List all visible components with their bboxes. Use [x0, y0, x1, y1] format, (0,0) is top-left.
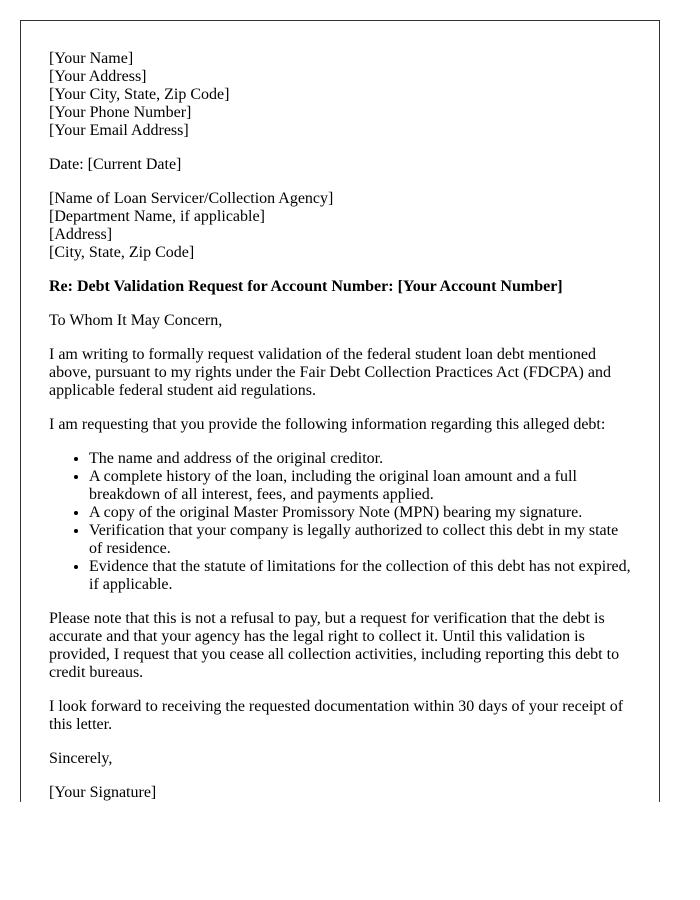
- request-list: [49, 450, 631, 594]
- signature: [Your Signature]: [49, 784, 157, 801]
- recipient-block: [49, 190, 631, 262]
- letter-page: [20, 20, 660, 802]
- recipient-address: [Address]: [49, 226, 113, 243]
- list-item: • Evidence that the statute of limitations for the collection of this debt has not expired, if applicable.: [89, 558, 631, 594]
- date-line: Date: [Current Date]: [49, 156, 182, 173]
- sender-name: [Your Name]: [49, 50, 134, 67]
- list-item: • Verification that your company is legally authorized to collect this debt in my state of residence.: [89, 522, 631, 558]
- recipient-city-state-zip: [City, State, Zip Code]: [49, 244, 195, 261]
- list-item: • A complete history of the loan, including the original loan amount and a full breakdown of all interest, fees, and payments applied.: [89, 468, 631, 504]
- closing-request-paragraph: I look forward to receiving the requested documentation within 30 days of your receipt of this letter.: [49, 698, 624, 733]
- sender-block: [49, 50, 631, 140]
- sender-email: [Your Email Address]: [49, 122, 189, 139]
- sender-city-state-zip: [Your City, State, Zip Code]: [49, 86, 230, 103]
- recipient-department: [Department Name, if applicable]: [49, 208, 265, 225]
- intro-paragraph: I am writing to formally request validation of the federal student loan debt mentioned above, pursuant to my rights under the Fair Debt Collection Practices Act (FDCPA) and applicable federal student aid regulations.: [49, 346, 611, 399]
- sender-address: [Your Address]: [49, 68, 147, 85]
- salutation: To Whom It May Concern,: [49, 312, 223, 329]
- recipient-name: [Name of Loan Servicer/Collection Agency]: [49, 190, 334, 207]
- list-item: • A copy of the original Master Promissory Note (MPN) bearing my signature.: [89, 504, 631, 522]
- list-item: • The name and address of the original creditor.: [89, 450, 631, 468]
- request-lead-paragraph: I am requesting that you provide the following information regarding this alleged debt:: [49, 416, 606, 433]
- subject-line: Re: Debt Validation Request for Account Number: [Your Account Number]: [49, 278, 563, 295]
- letter-content: [21, 21, 659, 802]
- note-paragraph: Please note that this is not a refusal to pay, but a request for verification that the debt is accurate and that your agency has the legal right to collect it. Until this validation is provided, I request that you cease all collection activities, including reporting this debt to credit bureaus.: [49, 610, 620, 681]
- closing: Sincerely,: [49, 750, 113, 767]
- sender-phone: [Your Phone Number]: [49, 104, 192, 121]
